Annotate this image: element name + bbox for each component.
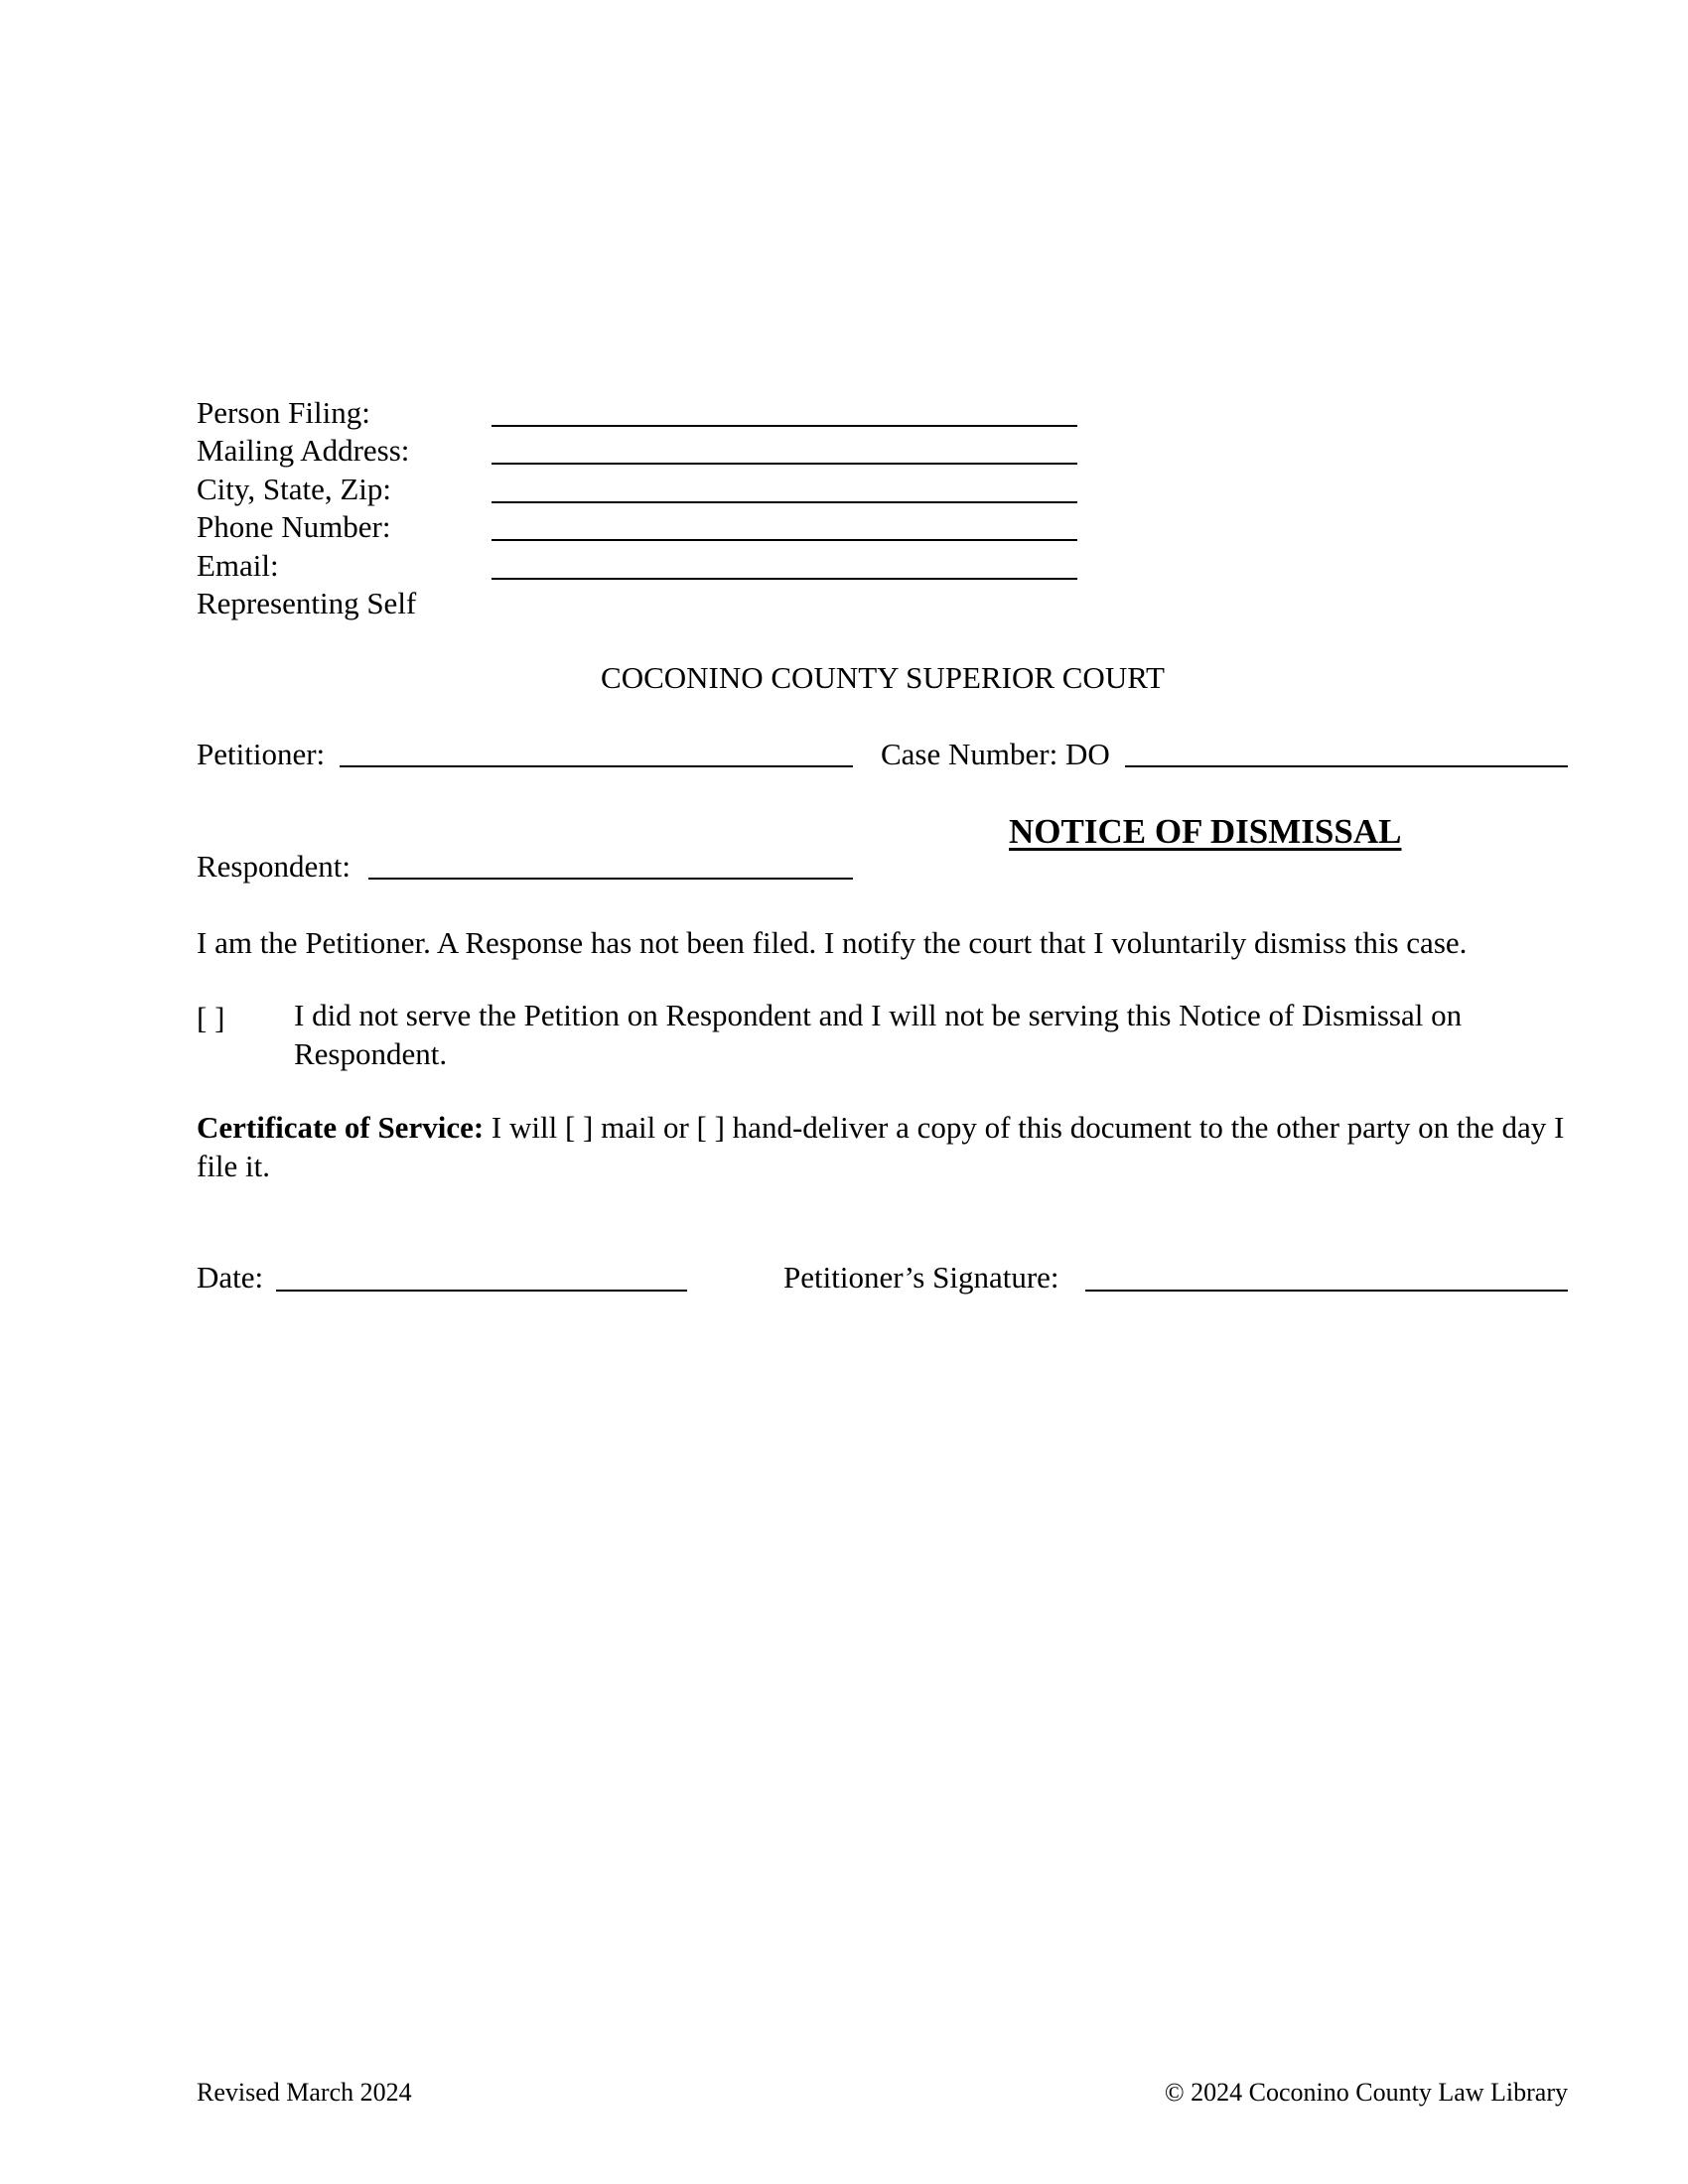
city-state-zip-line[interactable] — [492, 501, 1077, 503]
phone-number-label: Phone Number: — [197, 509, 391, 544]
respondent-label: Respondent: — [197, 849, 351, 884]
court-name: COCONINO COUNTY SUPERIOR COURT — [601, 660, 1165, 695]
phone-number-line[interactable] — [492, 539, 1077, 541]
email-line[interactable] — [492, 578, 1077, 580]
representing-self-text: Representing Self — [197, 586, 417, 620]
date-label: Date: — [197, 1260, 264, 1295]
respondent-line[interactable] — [368, 878, 853, 880]
petitioner-line[interactable] — [340, 765, 853, 767]
revised-date: Revised March 2024 — [197, 2078, 412, 2107]
case-number-label: Case Number: DO — [881, 737, 1110, 771]
certificate-text: I will [ ] mail or [ ] hand-deliver a copy of this document to the other party on the day I file it. — [197, 1110, 1565, 1183]
mailing-address-label: Mailing Address: — [197, 433, 410, 468]
not-served-checkbox[interactable]: [ ] — [197, 1001, 225, 1035]
date-line[interactable] — [276, 1290, 687, 1292]
email-label: Email: — [197, 548, 279, 583]
case-number-line[interactable] — [1125, 765, 1568, 767]
dismissal-statement: I am the Petitioner. A Response has not been filed. I notify the court that I voluntarily dismiss this case. — [197, 925, 1468, 960]
person-filing-label: Person Filing: — [197, 395, 370, 430]
copyright-notice: © 2024 Coconino County Law Library — [1164, 2078, 1568, 2107]
signature-label: Petitioner’s Signature: — [783, 1260, 1059, 1295]
petitioner-label: Petitioner: — [197, 737, 326, 771]
document-title: NOTICE OF DISMISSAL — [1009, 812, 1402, 851]
not-served-text: I did not serve the Petition on Respondent and I will not be serving this Notice of Dismissal on Respondent. — [294, 998, 1463, 1071]
signature-line[interactable] — [1085, 1290, 1568, 1292]
mailing-address-line[interactable] — [492, 463, 1077, 465]
person-filing-line[interactable] — [492, 425, 1077, 427]
certificate-of-service — [197, 1108, 1577, 1185]
certificate-label: Certificate of Service: — [197, 1110, 485, 1145]
city-state-zip-label: City, State, Zip: — [197, 472, 392, 506]
